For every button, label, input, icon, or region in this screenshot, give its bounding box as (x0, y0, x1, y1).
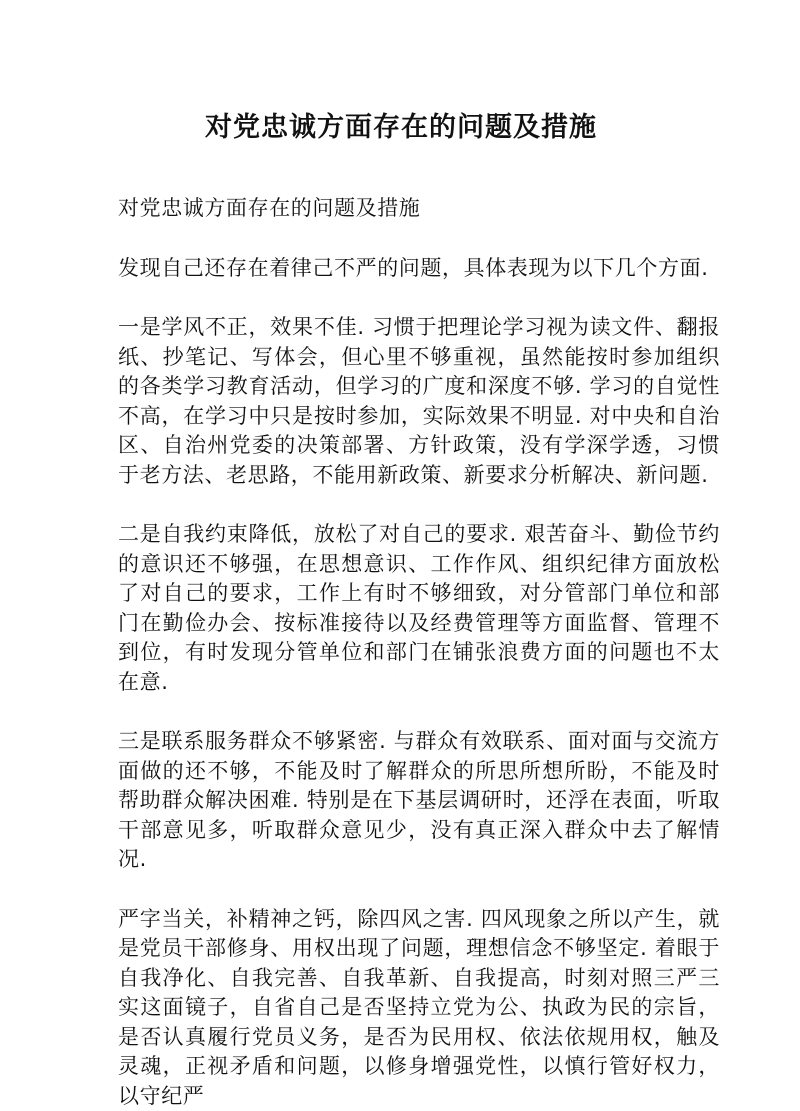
paragraph-point-2: 二是自我约束降低，放松了对自己的要求. 艰苦奋斗、勤俭节约的意识还不够强，在思想意识、工作作风、组织纪律方面放松了对自己的要求，工作上有时不够细致，对分管部门单位和部门在勤俭办会、按标准接待以及经费管理等方面监督、管理不到位，有时发现分管单位和部门在铺张浪费方面的问题也不太在意. (118, 520, 720, 697)
paragraph-intro: 发现自己还存在着律己不严的问题，具体表现为以下几个方面. (118, 254, 720, 284)
paragraph-point-1: 一是学风不正，效果不佳. 习惯于把理论学习视为读文件、翻报纸、抄笔记、写体会，但心里不够重视，虽然能按时参加组织的各类学习教育活动，但学习的广度和深度不够. 学习的自觉性不高，在学习中只是按时参加，实际效果不明显. 对中央和自治区、自治州党委的决策部署、方针政策，没有学深学透，习惯于老方法、老思路，不能用新政策、新要求分析解决、新问题. (118, 313, 720, 490)
paragraph-point-3: 三是联系服务群众不够紧密. 与群众有效联系、面对面与交流方面做的还不够，不能及时了解群众的所思所想所盼，不能及时帮助群众解决困难. 特别是在下基层调研时，还浮在表面，听取干部意见多，听取群众意见少，没有真正深入群众中去了解情况. (118, 727, 720, 875)
paragraph-subtitle: 对党忠诚方面存在的问题及措施 (118, 194, 720, 224)
paragraph-measures: 严字当关，补精神之钙，除四风之害. 四风现象之所以产生，就是党员干部修身、用权出现了问题，理想信念不够坚定. 着眼于自我净化、自我完善、自我革新、自我提高，时刻对照三严三实这面镜子，自省自己是否坚持立党为公、执政为民的宗旨，是否认真履行党员义务，是否为民用权、依法依规用权，触及灵魂，正视矛盾和问题，以修身增强党性，以慎行管好权力，以守纪严 (118, 905, 720, 1111)
document-title: 对党忠诚方面存在的问题及措施 (118, 108, 720, 148)
